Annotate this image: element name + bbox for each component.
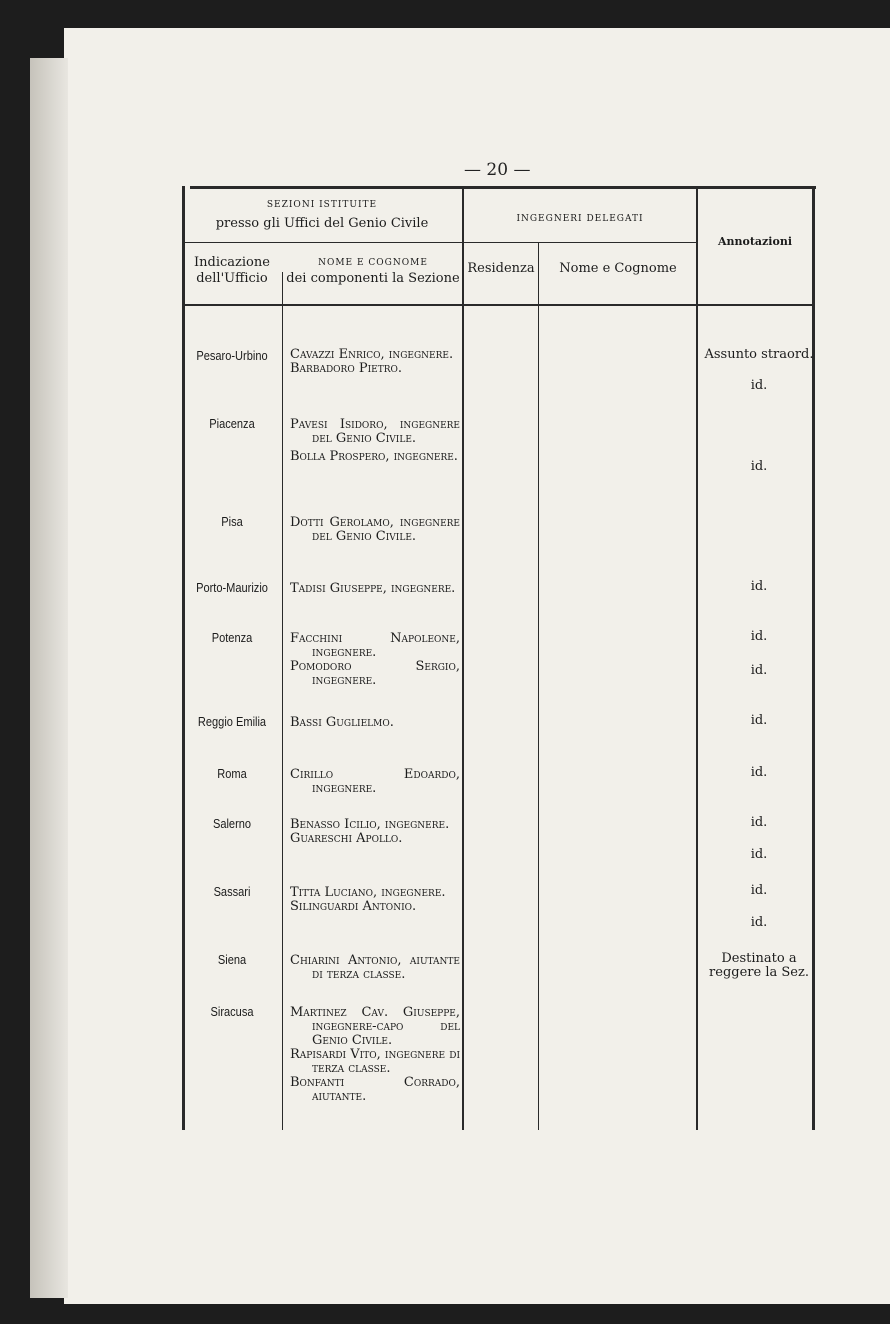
member: Rapisardi Vito, ingegnere di terza classe.	[290, 1047, 460, 1076]
member: Martinez Cav. Giuseppe, ingegnere-capo del Genio Civile.	[290, 1005, 460, 1048]
city-sassari: Sassari	[213, 884, 251, 899]
nome-header-1: NOME E COGNOME	[318, 258, 428, 268]
note: id.	[750, 883, 768, 898]
note: id.	[750, 663, 768, 678]
document-page	[64, 28, 890, 1304]
members-reggio-emilia	[290, 716, 460, 730]
members-siena	[290, 954, 460, 982]
member: Pavesi Isidoro, ingegnere del Genio Civile.	[290, 417, 460, 446]
city-pisa: Pisa	[221, 514, 243, 529]
col-divider-3	[538, 242, 539, 1130]
member: Tadisi Giuseppe, ingegnere.	[290, 581, 456, 596]
members-roma	[290, 768, 460, 796]
note: id.	[750, 915, 768, 930]
city-piacenza: Piacenza	[209, 416, 255, 431]
indicazione-header-1: Indicazione	[194, 255, 270, 270]
city-roma: Roma	[217, 766, 247, 781]
member: Facchini Napoleone, ingegnere.	[290, 631, 460, 660]
header-mid-rule	[182, 242, 696, 243]
residenza-header: Residenza	[467, 261, 535, 276]
sezioni-subtitle: presso gli Uffici del Genio Civile	[215, 216, 429, 231]
city-pesaro-urbino: Pesaro-Urbino	[196, 348, 268, 363]
members-siracusa	[290, 1006, 460, 1104]
indicazione-header-2: dell'Ufficio	[196, 271, 268, 286]
member: Cirillo Edoardo, ingegnere.	[290, 767, 460, 796]
note: id.	[750, 579, 768, 594]
right-border	[812, 186, 815, 1130]
note: id.	[750, 378, 768, 393]
top-border	[190, 186, 816, 189]
member: Chiarini Antonio, aiutante di terza classe.	[290, 953, 460, 982]
note: id.	[750, 459, 768, 474]
header-bottom-rule	[182, 304, 815, 306]
member: Dotti Gerolamo, ingegnere del Genio Civile.	[290, 515, 460, 544]
note: Assunto straord.	[704, 347, 814, 362]
members-pisa	[290, 516, 460, 544]
left-border	[182, 186, 185, 1130]
member: Silinguardi Antonio.	[290, 899, 417, 914]
members-salerno	[290, 818, 460, 846]
col-divider-4	[696, 186, 698, 1130]
sezioni-title: SEZIONI ISTITUITE	[266, 200, 378, 210]
city-porto-maurizio: Porto-Maurizio	[196, 580, 268, 595]
city-siracusa: Siracusa	[210, 1004, 254, 1019]
ingegneri-title: INGEGNERI DELEGATI	[516, 214, 644, 224]
member: Bassi Guglielmo.	[290, 715, 394, 730]
annotazioni-header: Annotazioni	[717, 235, 792, 248]
member: Bonfanti Corrado, aiutante.	[290, 1075, 460, 1104]
members-sassari	[290, 886, 460, 914]
note: id.	[750, 713, 768, 728]
city-reggio-emilia: Reggio Emilia	[197, 714, 267, 729]
members-porto-maurizio	[290, 582, 460, 596]
page-number: — 20 —	[464, 160, 531, 180]
city-potenza: Potenza	[211, 630, 253, 645]
note: id.	[750, 847, 768, 862]
member: Cavazzi Enrico, ingegnere.	[290, 347, 454, 362]
note: id.	[750, 815, 768, 830]
member: Titta Luciano, ingegnere.	[290, 885, 446, 900]
col-divider-1	[282, 272, 283, 1130]
nome-cognome-header: Nome e Cognome	[559, 261, 677, 276]
city-siena: Siena	[217, 952, 247, 967]
member: Bolla Prospero, ingegnere.	[290, 449, 458, 464]
city-salerno: Salerno	[212, 816, 252, 831]
member: Benasso Icilio, ingegnere.	[290, 817, 450, 832]
note: id.	[750, 629, 768, 644]
member: Barbadoro Pietro.	[290, 361, 402, 376]
note: id.	[750, 765, 768, 780]
delegates-table	[182, 186, 816, 1130]
members-pesaro-urbino	[290, 348, 460, 376]
member: Pomodoro Sergio, ingegnere.	[290, 659, 460, 688]
col-divider-2	[462, 186, 464, 1130]
members-potenza	[290, 632, 460, 688]
members-piacenza	[290, 418, 460, 464]
member: Guareschi Apollo.	[290, 831, 403, 846]
nome-header-2: dei componenti la Sezione	[286, 271, 460, 286]
note: Destinato a reggere la Sez.	[709, 951, 809, 980]
